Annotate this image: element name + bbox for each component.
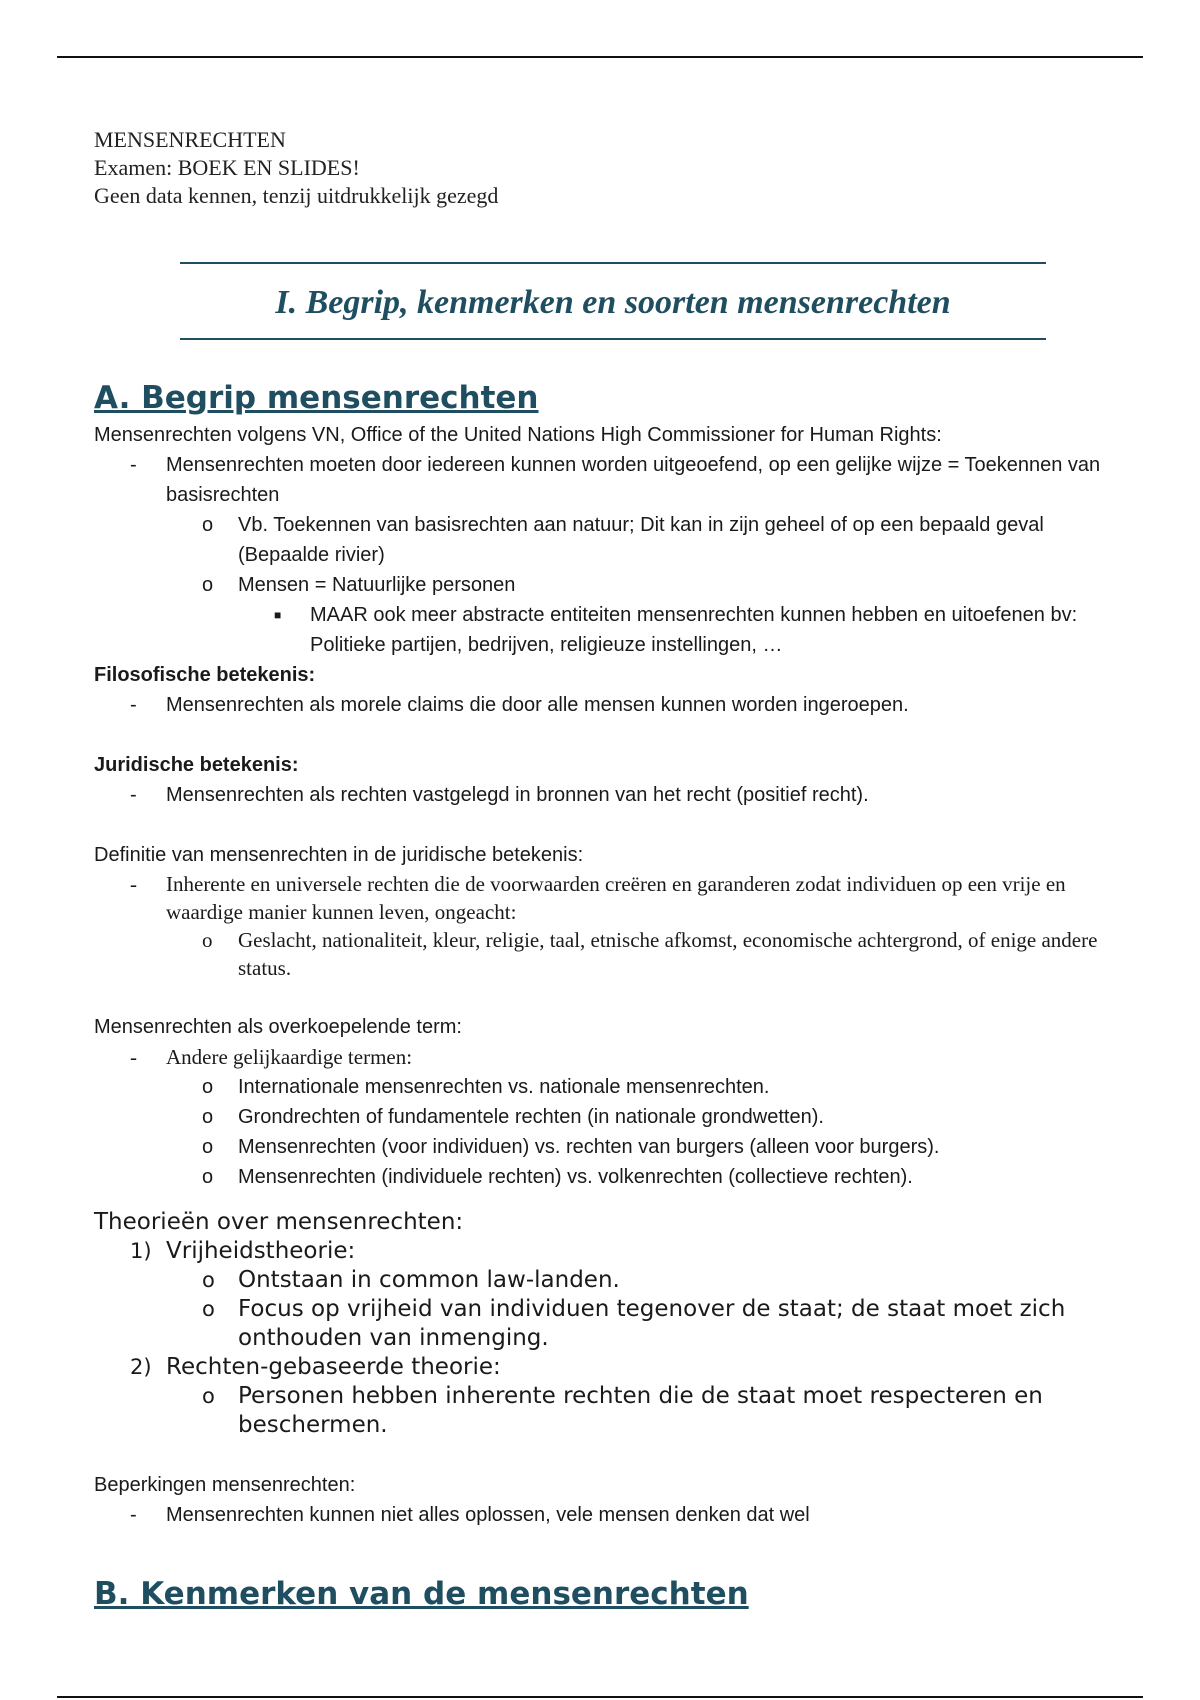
- doc-header-title: MENSENRECHTEN: [94, 127, 286, 152]
- list-item: [94, 1295, 1134, 1353]
- list-item: [94, 1132, 1134, 1162]
- list-item: [94, 1382, 1134, 1440]
- doc-header-exam: Examen: BOEK EN SLIDES!: [94, 155, 360, 180]
- list-item: [94, 1353, 1134, 1382]
- list-item: [94, 1237, 1134, 1266]
- square-bullet: ■: [274, 608, 282, 622]
- number-marker: 2): [130, 1355, 152, 1379]
- dash-bullet: -: [130, 1045, 137, 1069]
- circle-bullet: o: [202, 1384, 215, 1408]
- list-item-text: Mensenrechten kunnen niet alles oplossen, vele mensen denken dat wel: [166, 1504, 810, 1526]
- list-item-text: Mensenrechten als morele claims die door alle mensen kunnen worden ingeroepen.: [166, 694, 909, 716]
- philosophical-label: Filosofische betekenis:: [94, 664, 316, 686]
- list-item: [94, 870, 1134, 926]
- theories-label: Theorieën over mensenrechten:: [94, 1209, 464, 1235]
- list-item-text: Mensenrechten (voor individuen) vs. rechten van burgers (alleen voor burgers).: [238, 1136, 940, 1158]
- dash-bullet: -: [130, 1504, 137, 1526]
- list-item: [94, 926, 1134, 982]
- chapter-title: I. Begrip, kenmerken en soorten mensenrechten: [275, 284, 951, 321]
- list-item-text: Vrijheidstheorie:: [166, 1238, 356, 1264]
- list-item-text: Mensenrechten als rechten vastgelegd in bronnen van het recht (positief recht).: [166, 784, 869, 806]
- list-item-text: Mensenrechten moeten door iedereen kunnen worden uitgeoefend, op een gelijke wijze = Toekennen van basisrechten: [166, 454, 1101, 506]
- list-item-text: Geslacht, nationaliteit, kleur, religie, taal, etnische afkomst, economische achtergrond, of enige andere status.: [238, 928, 1098, 980]
- list-item-text: Mensenrechten (individuele rechten) vs. volkenrechten (collectieve rechten).: [238, 1166, 913, 1188]
- list-item-text: Ontstaan in common law-landen.: [238, 1267, 620, 1293]
- document-body: [94, 126, 1134, 1616]
- list-item: [94, 600, 1134, 660]
- definition-label: Definitie van mensenrechten in de juridische betekenis:: [94, 844, 584, 866]
- list-item: [94, 510, 1134, 570]
- circle-bullet: o: [202, 574, 214, 596]
- section-b-heading: B. Kenmerken van de mensenrechten: [94, 1576, 749, 1612]
- legal-label: Juridische betekenis:: [94, 754, 299, 776]
- list-item: [94, 1042, 1134, 1072]
- top-rule: [57, 56, 1143, 58]
- list-item-text: Personen hebben inherente rechten die de staat moet respecteren en beschermen.: [238, 1383, 1043, 1438]
- dash-bullet: -: [130, 872, 137, 896]
- list-item-text: MAAR ook meer abstracte entiteiten mensenrechten kunnen hebben en uitoefenen bv: Politieke partijen, bedrijven, religieuze instellingen, …: [310, 604, 1078, 656]
- dash-bullet: -: [130, 454, 137, 476]
- circle-bullet: o: [202, 1166, 214, 1188]
- circle-bullet: o: [202, 1136, 214, 1158]
- circle-bullet: o: [202, 928, 213, 952]
- dash-bullet: -: [130, 784, 137, 806]
- list-item-text: Internationale mensenrechten vs. nationale mensenrechten.: [238, 1076, 770, 1098]
- list-item: [94, 450, 1134, 510]
- list-item: [94, 1102, 1134, 1132]
- list-item: [94, 570, 1134, 600]
- list-item-text: Grondrechten of fundamentele rechten (in nationale grondwetten).: [238, 1106, 824, 1128]
- list-item: [94, 780, 1134, 810]
- number-marker: 1): [130, 1239, 152, 1263]
- bottom-rule: [57, 1696, 1143, 1698]
- list-item: [94, 690, 1134, 720]
- circle-bullet: o: [202, 1297, 215, 1321]
- list-item-text: Andere gelijkaardige termen:: [166, 1045, 413, 1069]
- circle-bullet: o: [202, 1268, 215, 1292]
- list-item: [94, 1162, 1134, 1192]
- umbrella-term-label: Mensenrechten als overkoepelende term:: [94, 1016, 462, 1038]
- dash-bullet: -: [130, 694, 137, 716]
- list-item-text: Inherente en universele rechten die de voorwaarden creëren en garanderen zodat individuen op een vrije en waardige manier kunnen leven, ongeacht:: [166, 872, 1066, 924]
- limitations-label: Beperkingen mensenrechten:: [94, 1474, 356, 1496]
- chapter-title-block: [180, 262, 1046, 340]
- circle-bullet: o: [202, 514, 214, 536]
- un-intro: Mensenrechten volgens VN, Office of the United Nations High Commissioner for Human Rights:: [94, 424, 942, 446]
- doc-header-note: Geen data kennen, tenzij uitdrukkelijk gezegd: [94, 183, 499, 208]
- list-item: [94, 1500, 1134, 1530]
- list-item: [94, 1072, 1134, 1102]
- section-a-heading: A. Begrip mensenrechten: [94, 380, 539, 416]
- list-item-text: Mensen = Natuurlijke personen: [238, 574, 516, 596]
- list-item-text: Focus op vrijheid van individuen tegenover de staat; de staat moet zich onthouden van inmenging.: [238, 1296, 1066, 1351]
- circle-bullet: o: [202, 1106, 214, 1128]
- circle-bullet: o: [202, 1076, 214, 1098]
- list-item-text: Vb. Toekennen van basisrechten aan natuur; Dit kan in zijn geheel of op een bepaald geval (Bepaalde rivier): [238, 514, 1044, 566]
- list-item-text: Rechten-gebaseerde theorie:: [166, 1354, 501, 1380]
- list-item: [94, 1266, 1134, 1295]
